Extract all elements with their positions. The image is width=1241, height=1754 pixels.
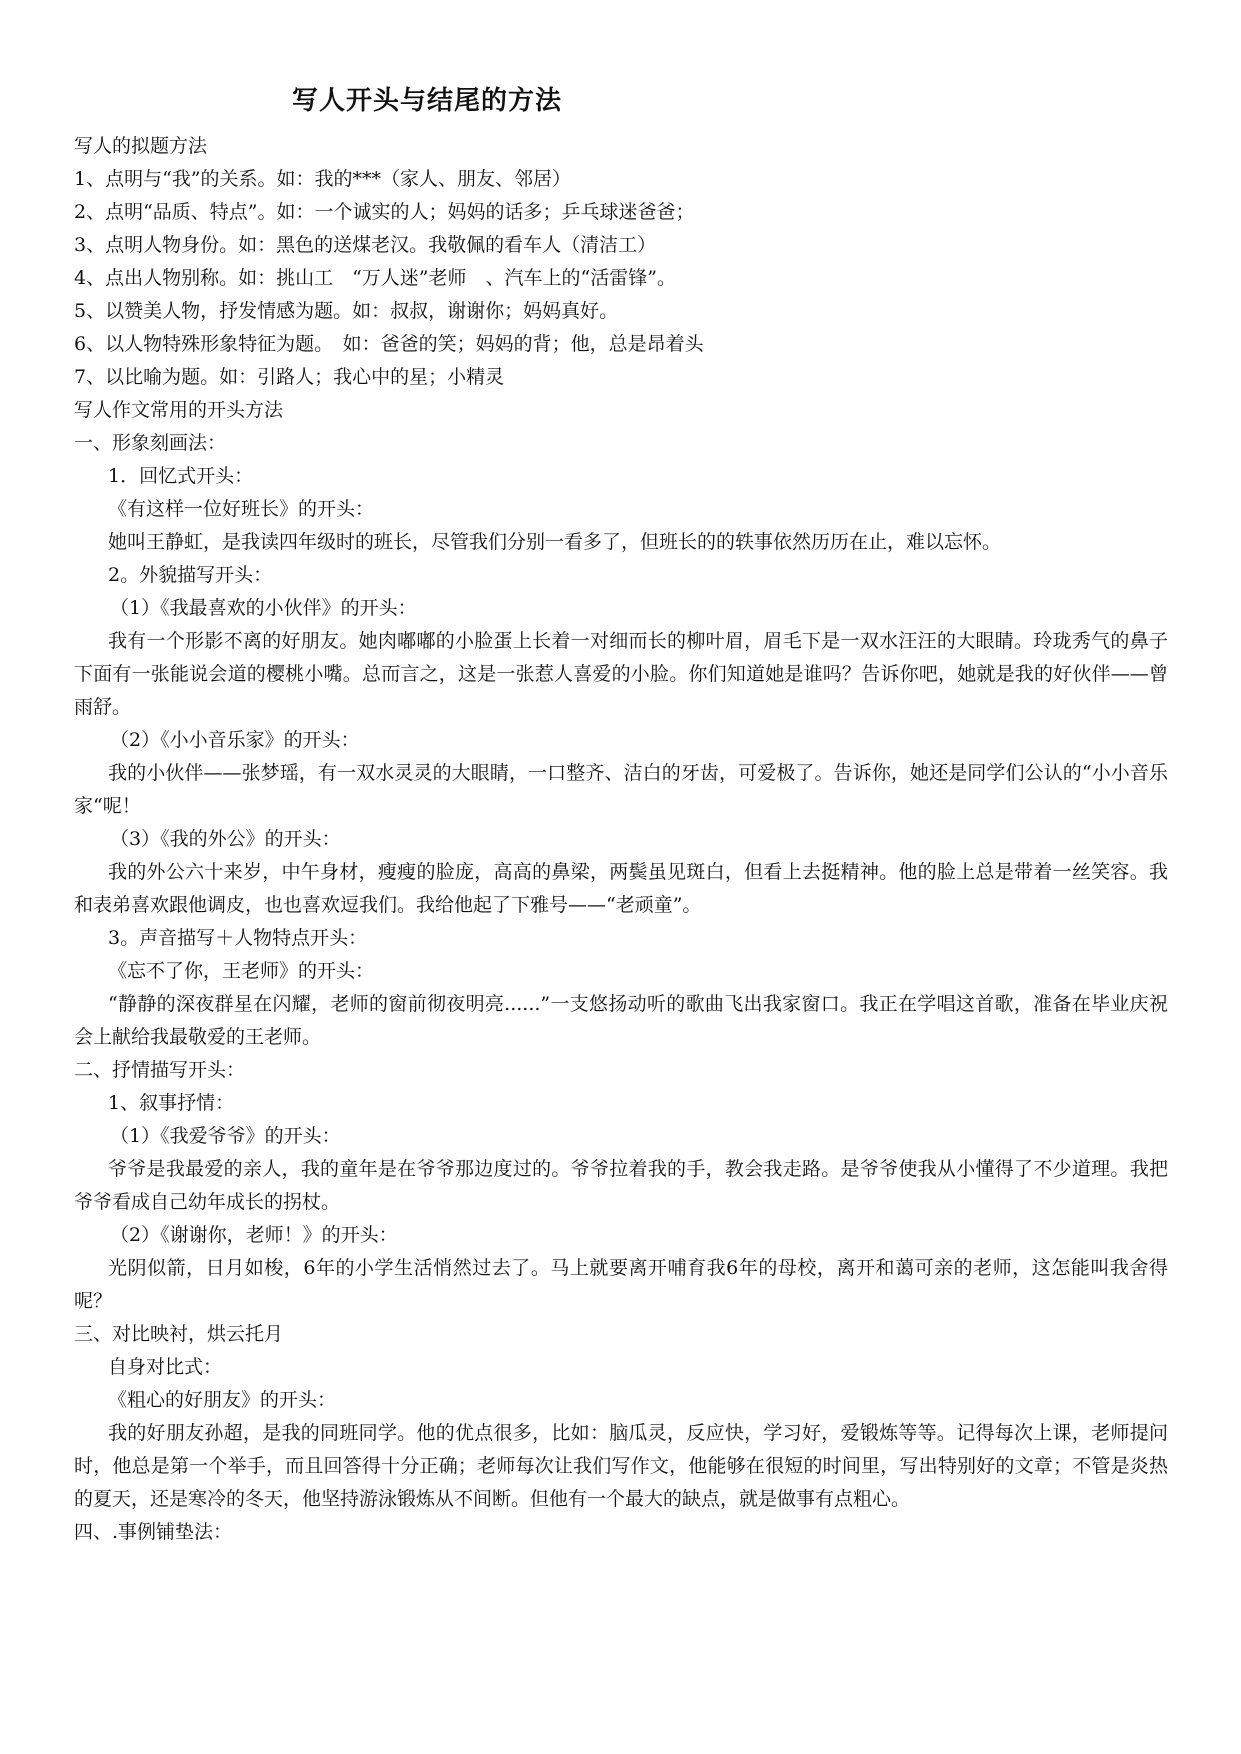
paragraph: “静静的深夜群星在闪耀，老师的窗前彻夜明亮......”一支悠扬动听的歌曲飞出我家窗口。我正在学唱这首歌，准备在毕业庆祝会上献给我最敬爱的王老师。 [74,993,1168,1048]
text-line: 1、叙事抒情： [108,1092,235,1114]
text-line: 4、点出人物别称。如：挑山工 “万人迷”老师 、汽车上的“活雷锋”。 [74,267,676,289]
text-line: 二、抒情描写开头： [74,1059,246,1081]
text-line: （2）《谢谢你，老师！》的开头： [110,1224,398,1246]
text-line: 写人的拟题方法 [74,135,208,157]
text-line: 7、以比喻为题。如：引路人；我心中的星；小精灵 [74,366,505,388]
text-line: 自身对比式： [108,1356,223,1378]
text-line: （1）《我爱爷爷》的开头： [110,1125,341,1147]
text-line: 2、点明“品质、特点”。如：一个诚实的人；妈妈的话多；乒乓球迷爸爸； [74,201,695,223]
text-line: 《忘不了你，王老师》的开头： [108,960,375,982]
text-line: 四、.事例铺垫法： [74,1521,233,1543]
text-line: 她叫王静虹，是我读四年级时的班长，尽管我们分别一看多了，但班长的的轶事依然历历在止，难以忘怀。 [108,531,1002,553]
text-line: 1．回忆式开头： [108,465,254,487]
text-line: 三、对比映衬，烘云托月 [74,1323,284,1345]
document-body [74,130,1168,1549]
paragraph: 我的小伙伴——张梦瑶，有一双水灵灵的大眼睛，一口整齐、洁白的牙齿，可爱极了。告诉你，她还是同学们公认的“小小音乐家“呢！ [74,762,1168,817]
document-title: 写人开头与结尾的方法 [292,86,563,116]
paragraph: 爷爷是我最爱的亲人，我的童年是在爷爷那边度过的。爷爷拉着我的手，教会我走路。是爷爷使我从小懂得了不少道理。我把爷爷看成自己幼年成长的拐杖。 [74,1158,1168,1213]
text-line: （1）《我最喜欢的小伙伴》的开头： [110,597,417,619]
text-line: 写人作文常用的开头方法 [74,399,284,421]
paragraph: 我有一个形影不离的好朋友。她肉嘟嘟的小脸蛋上长着一对细而长的柳叶眉，眉毛下是一双水汪汪的大眼睛。玲珑秀气的鼻子下面有一张能说会道的樱桃小嘴。总而言之，这是一张惹人喜爱的小脸。你们知道她是谁吗？告诉你吧，她就是我的好伙伴——曾雨舒。 [74,630,1168,718]
text-line: 5、以赞美人物，抒发情感为题。如：叔叔，谢谢你；妈妈真好。 [74,300,619,322]
paragraph: 光阴似箭，日月如梭，6年的小学生活悄然过去了。马上就要离开哺育我6年的母校，离开和蔼可亲的老师，这怎能叫我舍得呢？ [74,1257,1168,1312]
text-line: 《有这样一位好班长》的开头： [108,498,375,520]
text-line: 1、点明与“我”的关系。如：我的***（家人、朋友、邻居） [74,168,572,190]
paragraph: 我的外公六十来岁，中午身材，瘦瘦的脸庞，高高的鼻梁，两鬓虽见斑白，但看上去挺精神。他的脸上总是带着一丝笑容。我和表弟喜欢跟他调皮，也也喜欢逗我们。我给他起了下雅号——“老顽童”。 [74,861,1168,916]
text-line: （3）《我的外公》的开头： [110,828,341,850]
text-line: 6、以人物特殊形象特征为题。 如：爸爸的笑；妈妈的背；他，总是昂着头 [74,333,704,355]
text-line: 《粗心的好朋友》的开头： [108,1389,337,1411]
text-line: （2）《小小音乐家》的开头： [110,729,360,751]
text-line: 一、形象刻画法： [74,432,227,454]
text-line: 3、点明人物身份。如：黑色的送煤老汉。我敬佩的看车人（清洁工） [74,234,657,256]
text-line: 2。外貌描写开头： [108,564,273,586]
paragraph: 我的好朋友孙超，是我的同班同学。他的优点很多，比如：脑瓜灵，反应快，学习好，爱锻炼等等。记得每次上课，老师提问时，他总是第一个举手，而且回答得十分正确；老师每次让我们写作文，他能够在很短的时间里，写出特别好的文章；不管是炎热的夏天，还是寒冷的冬天，他坚持游泳锻炼从不间断。但他有一个最大的缺点，就是做事有点粗心。 [74,1422,1168,1510]
text-line: 3。声音描写＋人物特点开头： [108,927,368,949]
